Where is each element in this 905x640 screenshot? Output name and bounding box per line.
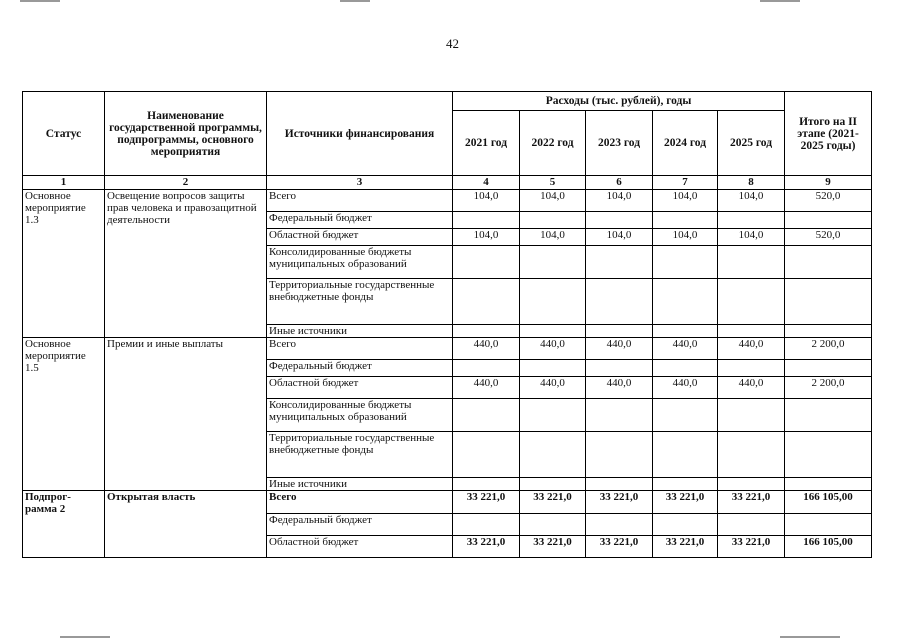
year-value-cell: [586, 399, 653, 432]
year-value-cell: [453, 212, 520, 229]
source-cell: Консолидированные бюджеты муниципальных образований: [267, 399, 453, 432]
year-value-cell: 33 221,0: [653, 491, 718, 514]
table-body: [23, 190, 872, 558]
scan-edge-bottom-right: [780, 636, 840, 638]
column-number: 4: [453, 176, 520, 190]
year-value-cell: 440,0: [653, 377, 718, 399]
year-value-cell: [718, 514, 785, 536]
year-value-cell: 104,0: [718, 229, 785, 246]
year-value-cell: [586, 325, 653, 338]
header-year: 2021 год: [453, 111, 520, 176]
year-value-cell: [653, 514, 718, 536]
year-value-cell: [453, 279, 520, 325]
year-value-cell: [718, 325, 785, 338]
year-value-cell: [520, 325, 586, 338]
source-cell: Областной бюджет: [267, 229, 453, 246]
year-value-cell: 104,0: [520, 190, 586, 212]
status-cell: Подпрог- рамма 2: [23, 491, 105, 558]
year-value-cell: [520, 246, 586, 279]
header-year: 2024 год: [653, 111, 718, 176]
total-value-cell: 520,0: [785, 229, 872, 246]
total-value-cell: [785, 212, 872, 229]
total-value-cell: [785, 325, 872, 338]
name-cell: Открытая власть: [105, 491, 267, 558]
year-value-cell: [520, 399, 586, 432]
column-number: 3: [267, 176, 453, 190]
source-cell: Иные источники: [267, 478, 453, 491]
year-value-cell: 104,0: [453, 190, 520, 212]
header-status: Статус: [23, 92, 105, 176]
year-value-cell: 440,0: [520, 377, 586, 399]
header-expenses: Расходы (тыс. рублей), годы: [453, 92, 785, 111]
year-value-cell: [453, 325, 520, 338]
year-value-cell: 104,0: [586, 190, 653, 212]
source-cell: Федеральный бюджет: [267, 360, 453, 377]
year-value-cell: [718, 360, 785, 377]
header-name: Наименование государственной программы, подпрограммы, основного мероприятия: [105, 92, 267, 176]
source-cell: Всего: [267, 338, 453, 360]
year-value-cell: [718, 212, 785, 229]
year-value-cell: [520, 514, 586, 536]
year-value-cell: [520, 212, 586, 229]
table-row: [23, 190, 872, 212]
name-cell: Премии и иные выплаты: [105, 338, 267, 491]
year-value-cell: [586, 212, 653, 229]
total-value-cell: [785, 514, 872, 536]
source-cell: Областной бюджет: [267, 536, 453, 558]
scan-edge-top-mid: [340, 0, 370, 2]
total-value-cell: 2 200,0: [785, 377, 872, 399]
year-value-cell: 104,0: [520, 229, 586, 246]
year-value-cell: 440,0: [718, 377, 785, 399]
year-value-cell: [586, 514, 653, 536]
column-number-row: [23, 176, 872, 190]
year-value-cell: [520, 279, 586, 325]
year-value-cell: 33 221,0: [520, 536, 586, 558]
year-value-cell: [586, 279, 653, 325]
total-value-cell: [785, 399, 872, 432]
year-value-cell: [453, 478, 520, 491]
total-value-cell: [785, 478, 872, 491]
total-value-cell: 520,0: [785, 190, 872, 212]
year-value-cell: 440,0: [586, 377, 653, 399]
name-cell: Освещение вопросов защиты прав человека и правозащитной деятельности: [105, 190, 267, 338]
year-value-cell: 440,0: [586, 338, 653, 360]
column-number: 7: [653, 176, 718, 190]
source-cell: Областной бюджет: [267, 377, 453, 399]
total-value-cell: 2 200,0: [785, 338, 872, 360]
header-total: Итого на II этапе (2021-2025 годы): [785, 92, 872, 176]
column-number: 5: [520, 176, 586, 190]
year-value-cell: 440,0: [453, 338, 520, 360]
year-value-cell: [653, 246, 718, 279]
source-cell: Территориальные государственные внебюджетные фонды: [267, 432, 453, 478]
source-cell: Федеральный бюджет: [267, 212, 453, 229]
table-row: [23, 338, 872, 360]
year-value-cell: [653, 432, 718, 478]
year-value-cell: [520, 360, 586, 377]
year-value-cell: 104,0: [586, 229, 653, 246]
total-value-cell: [785, 246, 872, 279]
year-value-cell: [653, 279, 718, 325]
source-cell: Федеральный бюджет: [267, 514, 453, 536]
year-value-cell: 33 221,0: [586, 536, 653, 558]
column-number: 9: [785, 176, 872, 190]
source-cell: Всего: [267, 491, 453, 514]
source-cell: Территориальные государственные внебюджетные фонды: [267, 279, 453, 325]
year-value-cell: 440,0: [453, 377, 520, 399]
year-value-cell: 33 221,0: [586, 491, 653, 514]
header-year: 2023 год: [586, 111, 653, 176]
scan-edge-top-right: [760, 0, 800, 2]
status-cell: Основное мероприятие 1.5: [23, 338, 105, 491]
source-cell: Иные источники: [267, 325, 453, 338]
year-value-cell: [520, 432, 586, 478]
source-cell: Консолидированные бюджеты муниципальных образований: [267, 246, 453, 279]
year-value-cell: 440,0: [718, 338, 785, 360]
year-value-cell: [718, 432, 785, 478]
year-value-cell: [653, 212, 718, 229]
scan-edge-bottom-left: [60, 636, 110, 638]
total-value-cell: [785, 432, 872, 478]
year-value-cell: [718, 246, 785, 279]
year-value-cell: 33 221,0: [453, 536, 520, 558]
year-value-cell: [653, 360, 718, 377]
year-value-cell: [586, 360, 653, 377]
year-value-cell: 440,0: [520, 338, 586, 360]
year-value-cell: 33 221,0: [653, 536, 718, 558]
column-number: 2: [105, 176, 267, 190]
year-value-cell: [586, 432, 653, 478]
header-sources: Источники финансирования: [267, 92, 453, 176]
year-value-cell: [718, 399, 785, 432]
year-value-cell: [653, 325, 718, 338]
budget-table: [22, 91, 872, 558]
year-value-cell: 33 221,0: [453, 491, 520, 514]
status-cell: Основное мероприятие 1.3: [23, 190, 105, 338]
year-value-cell: 440,0: [653, 338, 718, 360]
year-value-cell: 104,0: [718, 190, 785, 212]
column-number: 8: [718, 176, 785, 190]
year-value-cell: [453, 514, 520, 536]
year-value-cell: 33 221,0: [520, 491, 586, 514]
year-value-cell: [718, 478, 785, 491]
year-value-cell: 33 221,0: [718, 491, 785, 514]
page-number: 42: [446, 36, 459, 51]
table-row: [23, 491, 872, 514]
year-value-cell: 104,0: [453, 229, 520, 246]
header-year: 2025 год: [718, 111, 785, 176]
total-value-cell: [785, 279, 872, 325]
year-value-cell: 33 221,0: [718, 536, 785, 558]
year-value-cell: 104,0: [653, 190, 718, 212]
year-value-cell: [653, 399, 718, 432]
scan-edge-top-left: [20, 0, 60, 2]
source-cell: Всего: [267, 190, 453, 212]
column-number: 6: [586, 176, 653, 190]
year-value-cell: [520, 478, 586, 491]
total-value-cell: 166 105,00: [785, 491, 872, 514]
year-value-cell: [653, 478, 718, 491]
year-value-cell: 104,0: [653, 229, 718, 246]
year-value-cell: [718, 279, 785, 325]
total-value-cell: [785, 360, 872, 377]
total-value-cell: 166 105,00: [785, 536, 872, 558]
year-value-cell: [453, 360, 520, 377]
year-value-cell: [586, 246, 653, 279]
year-value-cell: [453, 432, 520, 478]
header-year: 2022 год: [520, 111, 586, 176]
year-value-cell: [453, 399, 520, 432]
year-value-cell: [586, 478, 653, 491]
year-value-cell: [453, 246, 520, 279]
column-number: 1: [23, 176, 105, 190]
